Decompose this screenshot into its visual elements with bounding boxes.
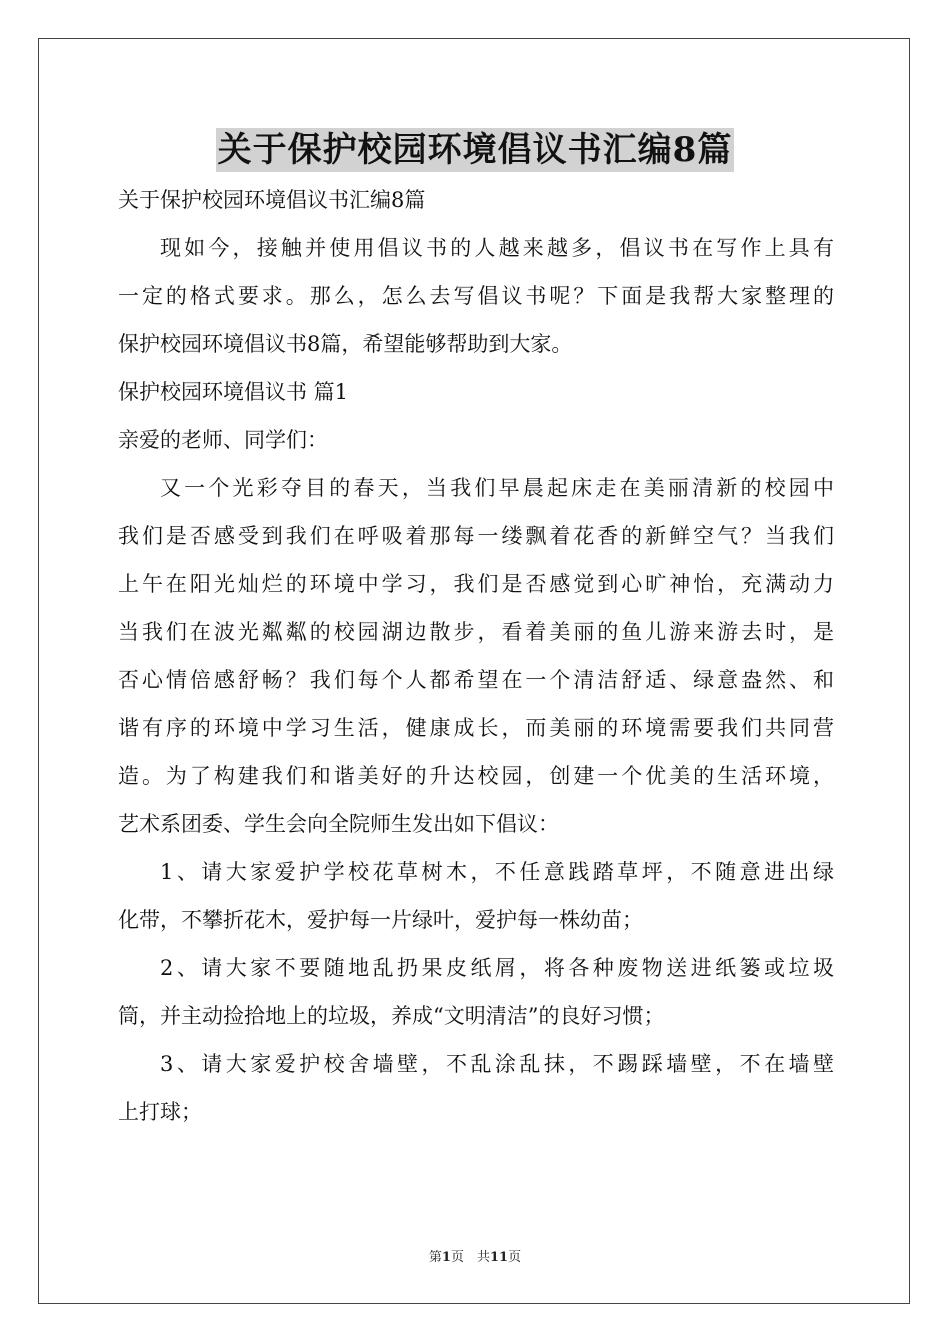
body-line: 当我们在波光粼粼的校园湖边散步，看着美丽的鱼儿游来游去时，是 <box>118 620 834 644</box>
list-item-line: 2、请大家不要随地乱扔果皮纸屑，将各种废物送进纸篓或垃圾 <box>160 956 834 980</box>
subtitle-line: 关于保护校园环境倡议书汇编8篇 <box>118 188 426 212</box>
body-line: 造。为了构建我们和谐美好的升达校园，创建一个优美的生活环境， <box>118 764 834 788</box>
list-item-line: 筒，并主动捡拾地上的垃圾，养成“文明清洁”的良好习惯； <box>118 1004 665 1028</box>
body-line: 保护校园环境倡议书8篇，希望能够帮助到大家。 <box>118 332 573 356</box>
salutation: 亲爱的老师、同学们： <box>118 428 328 452</box>
footer-suffix: 页 <box>508 1250 522 1265</box>
document-title: 关于保护校园环境倡议书汇编8篇 <box>217 130 733 170</box>
document-body <box>118 176 834 1136</box>
list-item-line: 上打球； <box>118 1100 202 1124</box>
body-line: 上午在阳光灿烂的环境中学习，我们是否感觉到心旷神怡，充满动力 <box>118 572 834 596</box>
body-line: 否心情倍感舒畅？我们每个人都希望在一个清洁舒适、绿意盎然、和 <box>118 668 834 692</box>
footer-prefix: 第 <box>428 1250 442 1265</box>
list-item-line: 3、请大家爱护校舍墙壁，不乱涂乱抹，不踢踩墙壁，不在墙壁 <box>160 1052 834 1076</box>
footer-page-number: 1 <box>441 1250 451 1265</box>
section-heading: 保护校园环境倡议书 篇1 <box>118 380 349 404</box>
list-item-line: 化带，不攀折花木，爱护每一片绿叶，爱护每一株幼苗； <box>118 908 643 932</box>
page-footer <box>0 1246 950 1265</box>
body-line: 我们是否感受到我们在呼吸着那每一缕飘着花香的新鲜空气？当我们 <box>118 524 834 548</box>
footer-total-pages: 11 <box>489 1250 509 1265</box>
body-line: 又一个光彩夺目的春天，当我们早晨起床走在美丽清新的校园中 <box>160 476 834 500</box>
body-line: 一定的格式要求。那么，怎么去写倡议书呢？下面是我帮大家整理的 <box>118 284 834 308</box>
body-line: 谐有序的环境中学习生活，健康成长，而美丽的环境需要我们共同营 <box>118 716 834 740</box>
body-line: 艺术系团委、学生会向全院师生发出如下倡议： <box>118 812 559 836</box>
title-container <box>0 128 950 172</box>
footer-mid: 页 共 <box>450 1250 490 1265</box>
body-line: 现如今，接触并使用倡议书的人越来越多，倡议书在写作上具有 <box>160 236 834 260</box>
list-item-line: 1、请大家爱护学校花草树木，不任意践踏草坪，不随意进出绿 <box>160 860 834 884</box>
